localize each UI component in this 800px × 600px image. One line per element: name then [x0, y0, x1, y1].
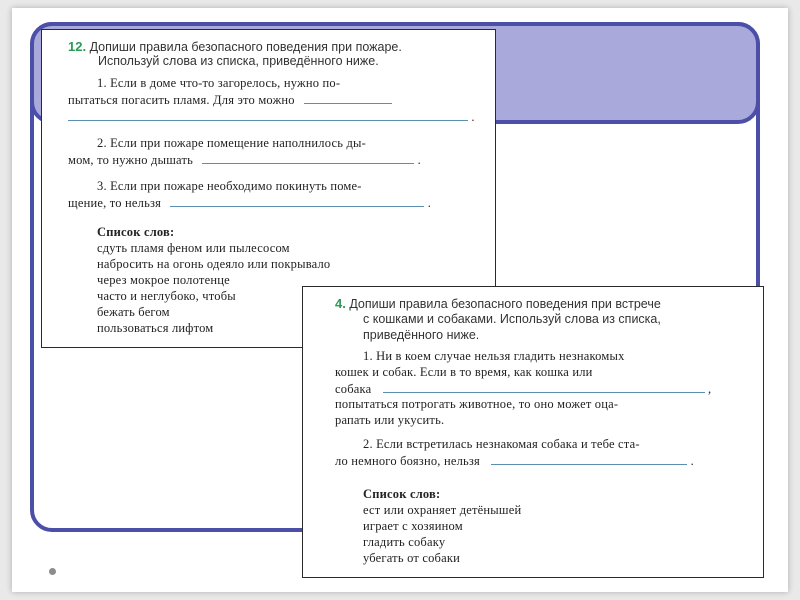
task-4-heading-line-2: с кошками и собаками. Используй слова из списка, [363, 312, 661, 326]
task-12-word-5: бежать бегом [97, 305, 170, 319]
task-4-rule-1-line-2: кошек и собак. Если в то время, как кошка или [335, 365, 593, 379]
task-4-rule-2-period: . [690, 454, 694, 468]
task-4-word-3: гладить собаку [363, 535, 446, 549]
task-12-rule-3-period: . [427, 196, 432, 210]
task-12-rule-1-line-1: 1. Если в доме что-то загорелось, нужно по- [97, 76, 341, 90]
task-4-rule-1-line-3-text: собака [335, 382, 372, 396]
task-4-rule-2-line-2 [335, 453, 694, 469]
task-12-rule-2-line-1: 2. Если при пожаре помещение наполнилось ды- [97, 136, 366, 150]
task-4-word-list-title: Список слов: [363, 487, 441, 501]
task-4-word-2: играет с хозяином [363, 519, 463, 533]
task-4-number: 4. [335, 296, 346, 311]
task-4-rule-1-line-4: попытаться потрогать животное, то оно может оца- [335, 397, 619, 411]
task-4-word-1: ест или охраняет детёнышей [363, 503, 522, 517]
slide-bullet-dot [49, 568, 56, 575]
task-4-card [302, 286, 764, 578]
task-4-rule-2-line-2-text: ло немного боязно, нельзя [335, 454, 481, 468]
task-12-rule-2-blank[interactable] [202, 152, 414, 164]
task-12-word-4: часто и неглубоко, чтобы [97, 289, 236, 303]
task-4-heading [335, 296, 661, 312]
task-4-rule-1-line-5: рапать или укусить. [335, 413, 445, 427]
task-12-rule-3-blank[interactable] [170, 195, 424, 207]
task-12-rule-1-blank-b[interactable] [68, 109, 468, 121]
task-12-rule-3-line-1: 3. Если при пожаре необходимо покинуть поме- [97, 179, 362, 193]
task-12-rule-1-line-3 [68, 109, 475, 125]
task-12-heading-line-2: Используй слова из списка, приведённого ниже. [98, 54, 379, 68]
task-4-rule-1-comma: , [708, 382, 712, 396]
task-12-word-3: через мокрое полотенце [97, 273, 230, 287]
task-12-rule-2-period: . [417, 153, 421, 167]
task-12-rule-3-line-2 [68, 195, 431, 211]
task-12-word-1: сдуть пламя феном или пылесосом [97, 241, 290, 255]
task-4-heading-line-1: Допиши правила безопасного поведения при встрече [349, 297, 661, 311]
task-12-number: 12. [68, 39, 87, 54]
task-12-word-list-title: Список слов: [97, 225, 175, 239]
task-4-rule-1-line-3 [335, 381, 711, 397]
task-4-rule-2-blank[interactable] [491, 453, 687, 465]
task-4-heading-line-3: приведённого ниже. [363, 328, 480, 342]
task-12-rule-2-line-2 [68, 152, 421, 168]
task-12-rule-1-line-2-text: пытаться погасить пламя. Для это можно [68, 93, 295, 107]
task-12-word-2: набросить на огонь одеяло или покрывало [97, 257, 331, 271]
task-12-rule-1-line-2 [68, 92, 392, 108]
task-12-heading-line-1: Допиши правила безопасного поведения при пожаре. [89, 40, 402, 54]
task-4-rule-1-line-1: 1. Ни в коем случае нельзя гладить незнакомых [363, 349, 625, 363]
task-12-rule-1-blank-a[interactable] [304, 92, 392, 104]
task-4-word-4: убегать от собаки [363, 551, 461, 565]
task-12-rule-1-period: . [471, 110, 475, 124]
task-4-rule-2-line-1: 2. Если встретилась незнакомая собака и тебе ста- [363, 437, 640, 451]
task-12-heading [68, 39, 402, 55]
task-12-word-6: пользоваться лифтом [97, 321, 214, 335]
task-12-rule-3-line-2-text: щение, то нельзя [68, 196, 162, 210]
task-12-rule-2-line-2-text: мом, то нужно дышать [68, 153, 194, 167]
task-4-rule-1-blank[interactable] [383, 381, 705, 393]
